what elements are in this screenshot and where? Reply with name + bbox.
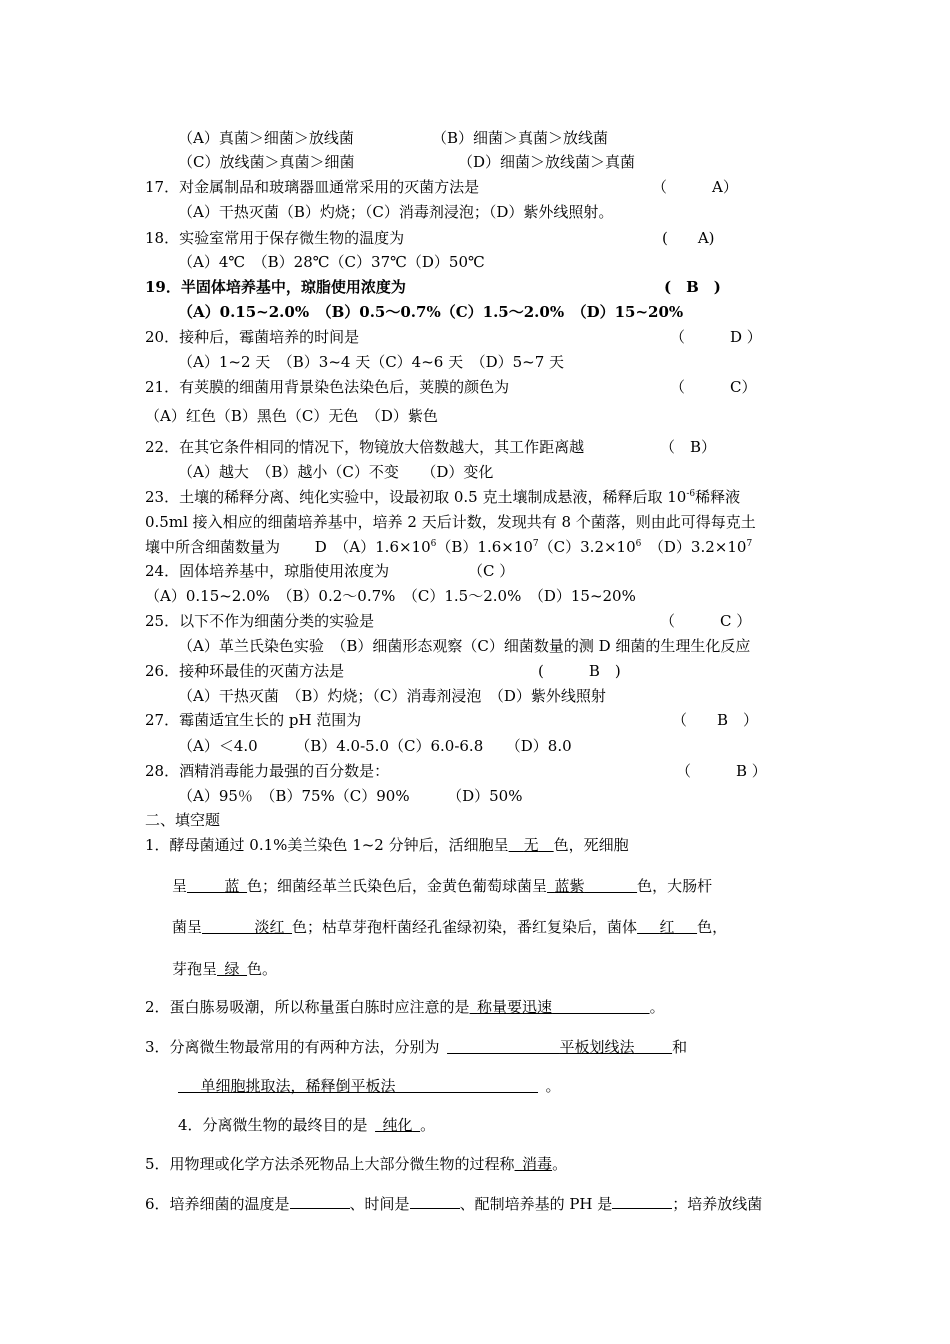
q16-option-a: （A）真菌＞细菌＞放线菌	[178, 129, 354, 147]
fill-1-line-2: 呈 蓝 色；细菌经革兰氏染色后，金黄色葡萄球菌呈 蓝紫 色，大肠杆	[172, 877, 713, 895]
q17-answer: （ A）	[652, 178, 738, 196]
fill-1-line-4: 芽孢呈 绿 色。	[172, 960, 278, 978]
q28-answer: （ B ）	[676, 762, 767, 780]
q26-text: 26．接种环最佳的灭菌方法是	[145, 662, 345, 680]
q18-options: （A）4℃ （B）28℃（C）37℃（D）50℃	[178, 253, 485, 271]
q17-text: 17．对金属制品和玻璃器皿通常采用的灭菌方法是	[145, 178, 480, 196]
fill-6: 6．培养细菌的温度是 、时间是 、配制培养基的 PH 是 ；培养放线菌	[145, 1195, 763, 1213]
q25-answer: （ C ）	[660, 612, 752, 630]
q19-answer: ( B )	[664, 278, 721, 296]
fill-4: 4．分离微生物的最终目的是 纯化 。	[178, 1116, 436, 1134]
fill-1-line-1: 1．酵母菌通过 0.1%美兰染色 1~2 分钟后，活细胞呈 无 色，死细胞	[145, 836, 629, 854]
fill-3-answer-2: 单细胞挑取法，稀释倒平板法	[200, 1077, 396, 1095]
q16-option-b: （B）细菌＞真菌＞放线菌	[432, 129, 609, 147]
q28-options: （A）95％ （B）75%（C）90% （D）50%	[178, 787, 523, 805]
fill-3-answer-1: 平板划线法	[559, 1038, 635, 1056]
q27-text: 27．霉菌适宜生长的 pH 范围为	[145, 711, 362, 729]
q23-line-1: 23．土壤的稀释分离、纯化实验中，设最初取 0.5 克土壤制成悬液，稀释后取 $10^{-6}$稀释液	[145, 488, 741, 506]
q18-text: 18．实验室常用于保存微生物的温度为	[145, 229, 405, 247]
q24-answer: （C ）	[468, 562, 515, 580]
q25-options: （A）革兰氏染色实验 （B）细菌形态观察（C）细菌数量的测 D 细菌的生理生化反应	[178, 637, 751, 655]
q20-answer: （ D ）	[670, 328, 762, 346]
q22-options: （A）越大 （B）越小（C）不变 （D）变化	[178, 463, 494, 481]
q20-options: （A）1~2 天 （B）3~4 天（C）4~6 天 （D）5~7 天	[178, 353, 565, 371]
fill-1-answer-4: 淡红	[254, 918, 285, 936]
section-title: 二、填空题	[145, 811, 221, 829]
fill-1-line-3: 菌呈 淡红 色；枯草芽孢杆菌经孔雀绿初染，番红复染后，菌体 红 色，	[172, 918, 728, 936]
q18-answer: ( A)	[662, 229, 715, 247]
q27-options: （A）＜4.0 （B）4.0-5.0（C）6.0-6.8 （D）8.0	[178, 737, 572, 755]
fill-3-line-2: 单细胞挑取法，稀释倒平板法 。	[178, 1076, 561, 1096]
q28-text: 28．酒精消毒能力最强的百分数是：	[145, 762, 390, 780]
q22-answer: （ B）	[660, 438, 717, 456]
fill-1-answer-6: 绿	[224, 960, 240, 978]
q19-options: （A）0.15~2.0% （B）0.5～0.7%（C）1.5～2.0% （D）15~20%	[178, 303, 684, 321]
fill-6-blank-3	[612, 1193, 672, 1209]
q16-option-d: （D）细菌＞放线菌＞真菌	[458, 153, 636, 171]
q20-text: 20．接种后，霉菌培养的时间是	[145, 328, 360, 346]
q16-option-c: （C）放线菌＞真菌＞细菌	[178, 153, 355, 171]
fill-2-answer: 称量要迅速	[477, 998, 553, 1016]
q21-text: 21．有荚膜的细菌用背景染色法染色后，荚膜的颜色为	[145, 378, 510, 396]
fill-6-blank-1	[290, 1193, 350, 1209]
fill-5: 5．用物理或化学方法杀死物品上大部分微生物的过程称 消毒。	[145, 1155, 568, 1173]
q24-text: 24．固体培养基中，琼脂使用浓度为	[145, 562, 390, 580]
fill-1-answer-5: 红	[659, 918, 675, 936]
fill-5-answer: 消毒	[522, 1155, 553, 1173]
q25-text: 25．以下不作为细菌分类的实验是	[145, 612, 375, 630]
q27-answer: （ B ）	[672, 711, 759, 729]
q26-options: （A）干热灭菌 （B）灼烧；（C）消毒剂浸泡 （D）紫外线照射	[178, 687, 606, 705]
q21-answer: （ C）	[670, 378, 757, 396]
q17-options: （A）干热灭菌（B）灼烧；（C）消毒剂浸泡；（D）紫外线照射。	[178, 203, 614, 221]
fill-3-line-1: 3．分离微生物最常用的有两种方法，分别为 平板划线法 和	[145, 1038, 688, 1056]
q21-options: （A）红色（B）黑色（C）无色 （D）紫色	[145, 407, 438, 425]
q26-answer: ( B )	[538, 662, 621, 680]
fill-1-answer-3: 蓝紫	[554, 877, 585, 895]
q22-text: 22．在其它条件相同的情况下，物镜放大倍数越大，其工作距离越	[145, 438, 585, 456]
q23-line-3: 壤中所含细菌数量为 D $(A)1.6\times 10^6(B)1.6\times 10^7(C)3.2\times 10^6$ $(D)3.2\times 10^7$	[145, 538, 753, 556]
fill-6-blank-2	[410, 1193, 460, 1209]
q24-options: （A）0.15~2.0% （B）0.2～0.7% （C）1.5～2.0% （D）15~20%	[145, 587, 636, 605]
fill-4-answer: 纯化	[382, 1116, 413, 1134]
fill-1-answer-2: 蓝	[224, 877, 240, 895]
q23-line-2: 0.5ml 接入相应的细菌培养基中，培养 2 天后计数，发现共有 8 个菌落，则由此可得每克土	[145, 513, 756, 531]
fill-2: 2．蛋白胨易吸潮，所以称量蛋白胨时应注意的是 称量要迅速 。	[145, 998, 665, 1016]
fill-1-answer-1: 无	[523, 836, 539, 854]
q19-text: 19．半固体培养基中，琼脂使用浓度为	[145, 278, 406, 296]
